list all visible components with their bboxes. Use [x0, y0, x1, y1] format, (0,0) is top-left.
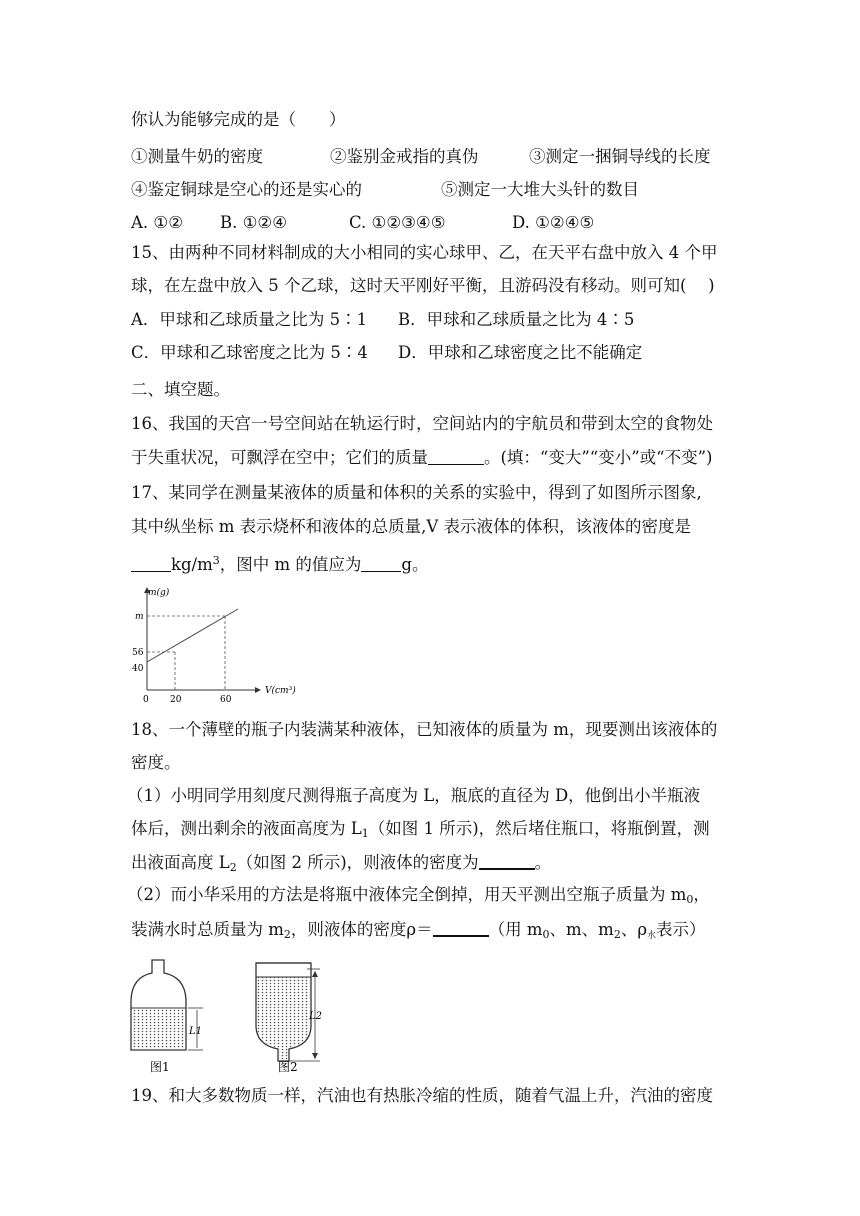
q14-option-c: C. ①②③④⑤ [349, 213, 446, 232]
q14-item-5: ⑤测定一大堆大头针的数目 [441, 180, 639, 199]
q17-graph [128, 585, 318, 705]
q16-text-a: 于失重状况，可飘浮在空中；它们的质量 [131, 448, 428, 467]
q14-item-3: ③测定一捆铜导线的长度 [529, 147, 711, 166]
q17-text-m: ，图中 m 的值应为 [219, 555, 362, 574]
q18-p2-l2sub2: 2 [613, 928, 621, 941]
q18-p1-line3 [131, 852, 551, 878]
q14-item-1: ①测量牛奶的密度 [131, 147, 263, 166]
q17-line1: 17、某同学在测量某液体的质量和体积的关系的实验中，得到了如图所示图象, [131, 483, 702, 502]
q18-p2-l2e: 、ρ [620, 920, 648, 939]
q18-p1-line1: （1）小明同学用刻度尺测得瓶子高度为 L，瓶底的直径为 D，他倒出小半瓶液 [127, 786, 701, 805]
x-tick-20: 20 [170, 695, 182, 705]
q18-p2-l2sub: 2 [283, 928, 291, 941]
x-axis-label: V(cm³) [265, 686, 296, 696]
fig1-dim-label: L1 [189, 1026, 203, 1037]
y-tick-m: m [135, 612, 144, 622]
q14-option-a: A. ①② [131, 213, 183, 232]
graph-line [147, 609, 238, 662]
q18-p1-l3a: 出液面高度 L [131, 853, 230, 872]
q18-line2: 密度。 [131, 753, 181, 772]
q18-p1-l3sub: 2 [229, 861, 237, 874]
q18-p1-l3c: 。 [534, 853, 552, 872]
q18-p2-l2b: ，则液体的密度ρ＝ [290, 920, 433, 939]
q18-p2-line1 [127, 885, 710, 910]
q15-line1: 15、由两种不同材料制成的大小相同的实心球甲、乙，在天平右盘中放入 4 个甲 [131, 243, 718, 262]
q17-unit-sup: 3 [212, 554, 220, 567]
q18-p2-l2subw: 水 [647, 931, 657, 941]
q18-p2-l2a: 装满水时总质量为 m [131, 920, 284, 939]
q18-figures [125, 955, 340, 1080]
q18-p2-l1sub: 0 [686, 893, 694, 906]
fig1-label: 图1 [150, 1060, 170, 1074]
fig2-dim-label: L2 [309, 1011, 323, 1022]
fig2-bottle [256, 963, 322, 1061]
q18-p1-l3b: （如图 2 所示)，则液体的密度为 [236, 853, 479, 872]
q15-line2: 球，在左盘中放入 5 个乙球，这时天平刚好平衡，且游码没有移动。则可知( ) [131, 276, 715, 295]
q18-p1-l2sub: 1 [361, 827, 369, 840]
q18-blank-2 [433, 919, 489, 937]
q18-p2-l2d: 、m、m [549, 920, 614, 939]
q17-line3 [131, 551, 428, 575]
x-tick-60: 60 [220, 695, 232, 705]
q15-option-d: D．甲球和乙球密度之比不能确定 [398, 343, 643, 362]
q18-p1-l2a: 体后，测出剩余的液面高度为 L [131, 819, 362, 838]
q18-p2-l2f: 表示） [656, 920, 706, 939]
q17-blank-m [361, 555, 401, 572]
q16-text-b: 。(填：“变大”“变小”或“不变”) [484, 448, 713, 467]
q19-line1: 19、和大多数物质一样，汽油也有热胀冷缩的性质，随着气温上升，汽油的密度 [131, 1086, 713, 1105]
q18-p2-l1b: ， [693, 885, 710, 904]
q16-line1: 16、我国的天宫一号空间站在轨运行时，空间站内的宇航员和带到太空的食物处 [131, 414, 713, 433]
fig1-bottle [131, 960, 203, 1050]
q18-p2-l1a: （2）而小华采用的方法是将瓶中液体完全倒掉，用天平测出空瓶子质量为 m [127, 885, 687, 904]
q14-item-2: ②鉴别金戒指的真伪 [330, 147, 479, 166]
q17-unit-g: g。 [401, 555, 429, 574]
fig2-label: 图2 [278, 1060, 298, 1074]
section-heading: 二、填空题。 [131, 380, 230, 399]
x-tick-0: 0 [143, 695, 149, 705]
q16-line2 [131, 448, 713, 468]
q17-unit: kg/m [171, 555, 213, 574]
q14-option-d: D. ①②④⑤ [512, 213, 595, 232]
q18-p2-line2 [131, 919, 706, 946]
q18-blank-1 [479, 852, 535, 870]
q18-line1: 18、一个薄壁的瓶子内装满某种液体，已知液体的质量为 m，现要测出该液体的 [131, 720, 718, 739]
y-axis-label: m(g) [148, 588, 170, 598]
q18-p1-line2 [131, 819, 710, 844]
y-tick-40: 40 [132, 664, 144, 674]
q14-option-b: B. ①②④ [220, 213, 287, 232]
q14-item-4: ④鉴定铜球是空心的还是实心的 [131, 180, 362, 199]
q17-line2: 其中纵坐标 m 表示烧杯和液体的总质量,V 表示液体的体积，该液体的密度是 [131, 517, 692, 536]
q18-p1-l2b: （如图 1 所示)，然后堵住瓶口，将瓶倒置，测 [368, 819, 710, 838]
q18-p2-l2sub0: 0 [542, 928, 550, 941]
q18-p2-l2c: （用 m [488, 920, 543, 939]
q16-blank [428, 448, 484, 465]
y-tick-56: 56 [132, 648, 144, 658]
q15-option-a: A．甲球和乙球质量之比为 5∶1 [131, 310, 368, 329]
q17-blank-density [131, 555, 171, 572]
q15-option-c: C．甲球和乙球密度之比为 5∶4 [131, 343, 368, 362]
q14-stem: 你认为能够完成的是（ ） [131, 110, 346, 129]
q15-option-b: B．甲球和乙球质量之比为 4∶5 [398, 310, 635, 329]
